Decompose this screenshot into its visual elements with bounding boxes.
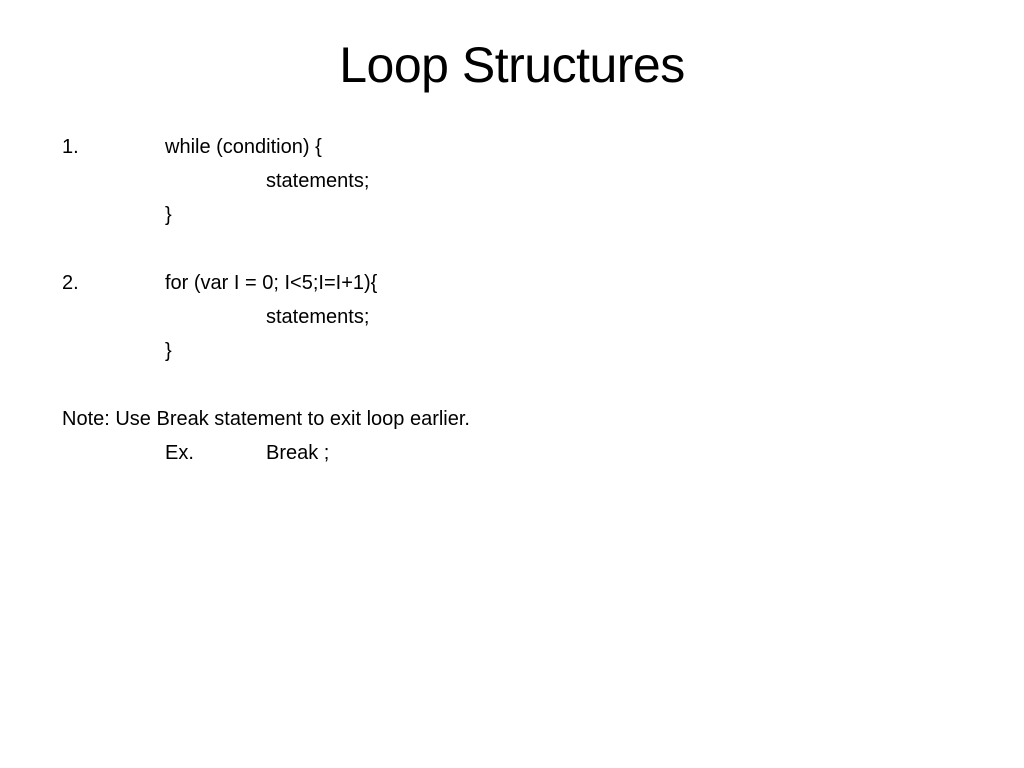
slide-title: Loop Structures: [339, 37, 685, 93]
blank-line: [0, 232, 1024, 266]
example-line: [0, 436, 1024, 470]
item-2-close-line: [0, 334, 1024, 368]
item-2-code-open: for (var I = 0; I<5;I=I+1){: [165, 272, 378, 294]
item-1-number: 1.: [62, 136, 79, 158]
item-1-close-line: [0, 198, 1024, 232]
item-2-body-line: [0, 300, 1024, 334]
item-2-number: 2.: [62, 272, 79, 294]
item-1-open-line: [0, 130, 1024, 164]
blank-line: [0, 368, 1024, 402]
note-text: Note: Use Break statement to exit loop earlier.: [62, 408, 470, 430]
example-label: Ex.: [165, 442, 194, 464]
note-line: [0, 402, 1024, 436]
item-1-code-open: while (condition) {: [165, 136, 322, 158]
example-code: Break ;: [266, 442, 330, 464]
slide-body: [0, 130, 1024, 470]
item-2-code-close: }: [165, 340, 172, 362]
item-1-body-line: [0, 164, 1024, 198]
item-1-code-body: statements;: [266, 170, 370, 192]
item-2-code-body: statements;: [266, 306, 370, 328]
item-2-open-line: [0, 266, 1024, 300]
item-1-code-close: }: [165, 204, 172, 226]
